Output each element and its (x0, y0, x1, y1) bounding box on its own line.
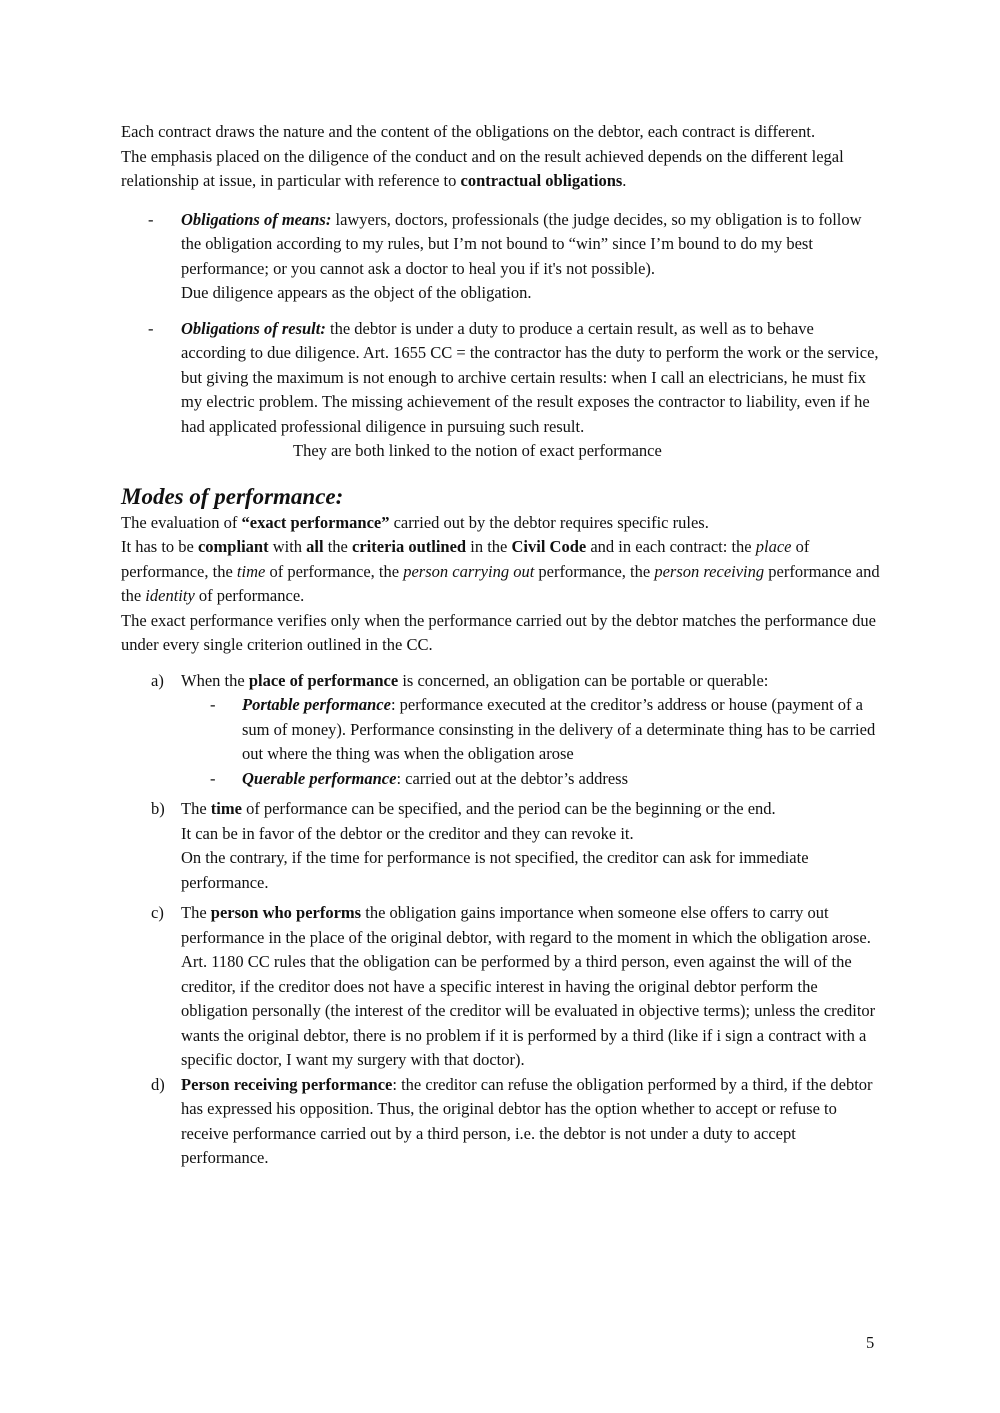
document-page (121, 120, 881, 1171)
item-text: of performance can be specified, and the period can be the beginning or the end. (241, 799, 776, 818)
item-text: It can be in favor of the debtor or the creditor and they can revoke it. (181, 823, 634, 843)
modes-text: with (268, 537, 307, 556)
list-item-obligations-of-means (121, 208, 881, 306)
portable-performance-term: Portable performance (242, 695, 391, 714)
list-item-time (121, 797, 881, 895)
intro-period: . (622, 171, 627, 190)
list-item-person-receiving (121, 1073, 881, 1171)
obligations-of-means-term: Obligations of means: (181, 209, 332, 229)
bold-term: compliant (197, 537, 269, 556)
modes-heading: Modes of performance: (121, 483, 344, 509)
italic-term: person receiving (654, 561, 765, 581)
item-text: the obligation gains importance when someone else offers to carry out performance in the place of the original debtor, with regard to the moment in which the obligation arose. (181, 903, 871, 947)
intro-text: The emphasis placed on the diligence of the conduct and on the result achieved depends on the different legal relationship at issue, in particular with reference to (121, 146, 844, 190)
modes-line-2 (121, 535, 881, 609)
list-item-obligations-of-result (121, 317, 881, 440)
performance-criteria-list (121, 669, 881, 1171)
item-text: The (181, 799, 211, 818)
italic-term: time (236, 561, 266, 581)
obligations-of-result-text: the debtor is under a duty to produce a certain result, as well as to behave according to due diligence. Art. 1655 CC = the contractor has the duty to perform the work or the service, but giving the maximum is not enough to archive certain results: when I call an electricians, he must fix my electric problem. The missing achievement of the result exposes the contractor to liability, even if he had applicated professional diligence in pursuing such result. (181, 318, 879, 436)
item-text: Art. 1180 CC rules that the obligation can be performed by a third person, even against the will of the creditor, if the creditor does not have a specific interest in having the original debtor perform the obligation personally (the interest of the creditor will be evaluated in objective terms); unless the creditor wants the original debtor, there is no problem if it is performed by a third (like if i sign a contract with a specific doctor, I want my surgery with that doctor). (181, 952, 876, 1069)
item-text: : performance executed at the creditor’s address or house (payment of a sum of money). Performance consinsting in the delivery of a determinate thing has to be carried out where the thing was when the obligation arose (242, 695, 876, 763)
modes-text: of performance, the (121, 537, 810, 581)
querable-performance-term: Querable performance (242, 768, 397, 788)
bold-term: Civil Code (511, 537, 587, 556)
item-text: When the (181, 670, 249, 690)
list-marker: b) (151, 799, 165, 818)
list-marker: a) (151, 670, 164, 690)
modes-text: performance and the (121, 561, 880, 605)
person-who-performs-term: person who performs (210, 903, 362, 922)
modes-text: It has to be (121, 537, 198, 556)
italic-term: place (755, 537, 792, 556)
list-item-person-who-performs (121, 901, 881, 1073)
italic-term: person carrying out (403, 561, 535, 581)
modes-text: The evaluation of (121, 512, 242, 532)
due-diligence-note: Due diligence appears as the object of the obligation. (181, 283, 532, 302)
intro-paragraph-1: Each contract draws the nature and the content of the obligations on the debtor, each contract is different. (121, 122, 816, 141)
intro-paragraph-2 (121, 145, 881, 194)
sub-item-querable (181, 767, 881, 792)
item-text: On the contrary, if the time for performance is not specified, the creditor can ask for immediate performance. (181, 848, 809, 892)
list-marker: d) (151, 1074, 165, 1094)
place-sublist (181, 693, 881, 791)
list-marker: c) (151, 903, 164, 922)
time-term: time (210, 799, 242, 818)
obligations-of-means-text: lawyers, doctors, professionals (the judge decides, so my obligation is to follow the obligation according to my rules, but I’m not bound to “win” since I’m bound to do my best performance; or you cannot ask a doctor to heal you if it's not possible). (181, 209, 862, 278)
modes-line-3: The exact performance verifies only when the performance carried out by the debtor matches the performance due under every single criterion outlined in the CC. (121, 610, 876, 654)
obligation-types-list (121, 208, 881, 440)
person-receiving-term: Person receiving performance (181, 1074, 393, 1094)
modes-text: of performance, the (265, 561, 404, 581)
contractual-obligations-term: contractual obligations (460, 171, 623, 190)
item-text: : the creditor can refuse the obligation performed by a third, if the debtor has expressed his opposition. Thus, the original debtor has the option whether to accept or refuse to receive performance carried out by a third person, i.e. the debtor is not under a duty to accept performance. (181, 1074, 873, 1167)
item-text: is concerned, an obligation can be portable or querable: (398, 670, 769, 690)
linked-note: They are both linked to the notion of exact performance (293, 441, 662, 460)
modes-text: and in each contract: the (586, 537, 756, 556)
italic-term: identity (145, 586, 195, 605)
item-text: : carried out at the debtor’s address (396, 768, 628, 788)
modes-text: of performance. (194, 586, 305, 605)
modes-text: the (323, 537, 353, 556)
exact-performance-term: “exact performance” (241, 512, 390, 532)
modes-text: performance, the (534, 561, 655, 581)
obligations-of-result-term: Obligations of result: (181, 318, 326, 338)
modes-text: in the (466, 537, 512, 556)
sub-item-portable (181, 693, 881, 767)
bold-term: all (306, 537, 324, 556)
list-item-place (121, 669, 881, 792)
item-text: The (181, 903, 211, 922)
modes-text: carried out by the debtor requires specific rules. (389, 512, 709, 532)
bold-term: criteria outlined (352, 537, 467, 556)
page-number: 5 (866, 1333, 875, 1352)
place-of-performance-term: place of performance (248, 670, 399, 690)
modes-line-1 (121, 511, 881, 536)
